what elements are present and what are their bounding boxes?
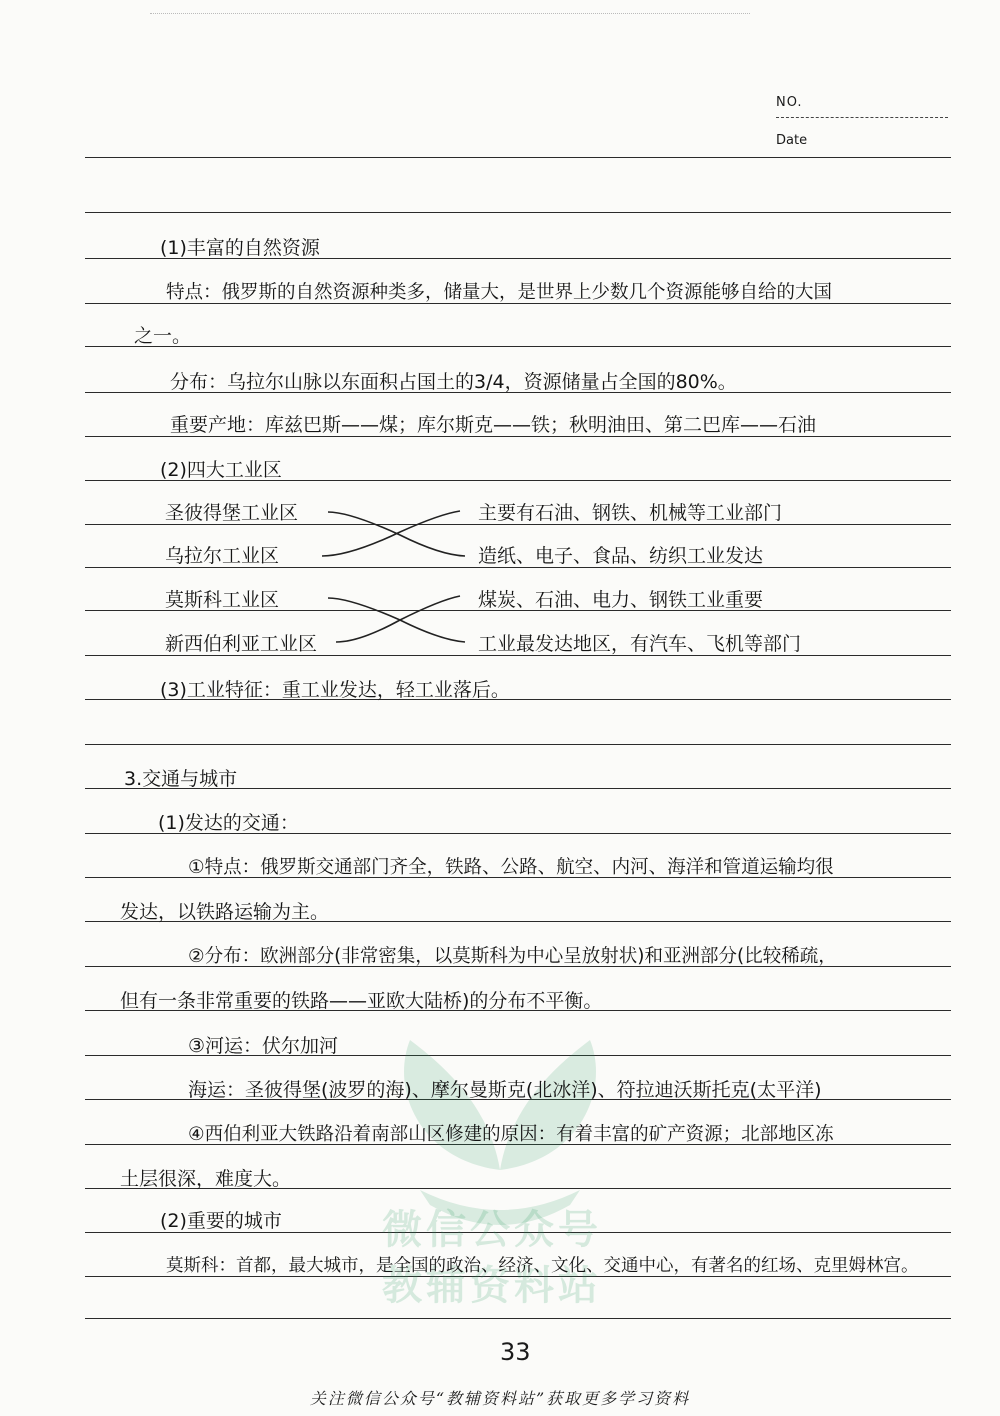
text-line: 莫斯科：首都，最大城市，是全国的政治、经济、文化、交通中心，有著名的红场、克里姆林宫。 [166, 1256, 919, 1276]
header-date-label: Date [776, 133, 808, 148]
text-line: ③河运：伏尔加河 [188, 1035, 339, 1057]
section-heading: (2)四大工业区 [160, 459, 282, 481]
watermark-line-2: 教辅资料站 [382, 1263, 602, 1309]
section-heading: (1)发达的交通： [158, 812, 299, 834]
region-feature: 工业最发达地区，有汽车、飞机等部门 [478, 633, 802, 655]
industrial-region: 乌拉尔工业区 [165, 545, 280, 567]
text-line: ②分布：欧洲部分(非常密集，以莫斯科为中心呈放射状)和亚洲部分(比较稀疏， [188, 946, 837, 967]
region-feature: 煤炭、石油、电力、钢铁工业重要 [478, 589, 764, 611]
ruled-line [85, 1318, 951, 1319]
region-feature: 主要有石油、钢铁、机械等工业部门 [478, 502, 783, 524]
text-line: (3)工业特征：重工业发达，轻工业落后。 [160, 679, 510, 701]
industrial-region: 莫斯科工业区 [165, 589, 280, 611]
text-line: 分布：乌拉尔山脉以东面积占国土的3/4，资源储量占全国的80%。 [170, 371, 737, 393]
industrial-region: 圣彼得堡工业区 [165, 502, 299, 524]
matching-lines [0, 0, 1000, 700]
text-line: ①特点：俄罗斯交通部门齐全，铁路、公路、航空、内河、海洋和管道运输均很 [188, 857, 834, 878]
watermark-line-1: 微信公众号 [382, 1207, 602, 1253]
section-heading: 3.交通与城市 [124, 768, 238, 790]
region-feature: 造纸、电子、食品、纺织工业发达 [478, 545, 764, 567]
section-heading: (2)重要的城市 [160, 1210, 282, 1232]
text-line: 特点：俄罗斯的自然资源种类多，储量大，是世界上少数几个资源能够自给的大国 [166, 282, 833, 303]
text-line: 但有一条非常重要的铁路——亚欧大陆桥)的分布不平衡。 [120, 990, 603, 1012]
text-line: ④西伯利亚大铁路沿着南部山区修建的原因：有着丰富的矿产资源；北部地区冻 [188, 1124, 834, 1145]
header-no-label: NO. [776, 95, 803, 110]
match-line [328, 598, 465, 642]
page-number: 33 [500, 1338, 531, 1366]
text-line: 海运：圣彼得堡(波罗的海)、摩尔曼斯克(北冰洋)、符拉迪沃斯托克(太平洋) [188, 1079, 822, 1101]
ruled-line [85, 744, 951, 745]
section-heading: (1)丰富的自然资源 [160, 237, 320, 259]
industrial-region: 新西伯利亚工业区 [165, 633, 318, 655]
text-line: 土层很深，难度大。 [120, 1168, 292, 1190]
footer-note: 关注微信公众号“教辅资料站”获取更多学习资料 [309, 1389, 691, 1408]
text-line: 之一。 [134, 325, 192, 347]
text-line: 发达，以铁路运输为主。 [120, 901, 330, 923]
match-line [322, 511, 460, 556]
text-line: 重要产地：库兹巴斯——煤；库尔斯克——铁；秋明油田、第二巴库——石油 [170, 414, 817, 436]
